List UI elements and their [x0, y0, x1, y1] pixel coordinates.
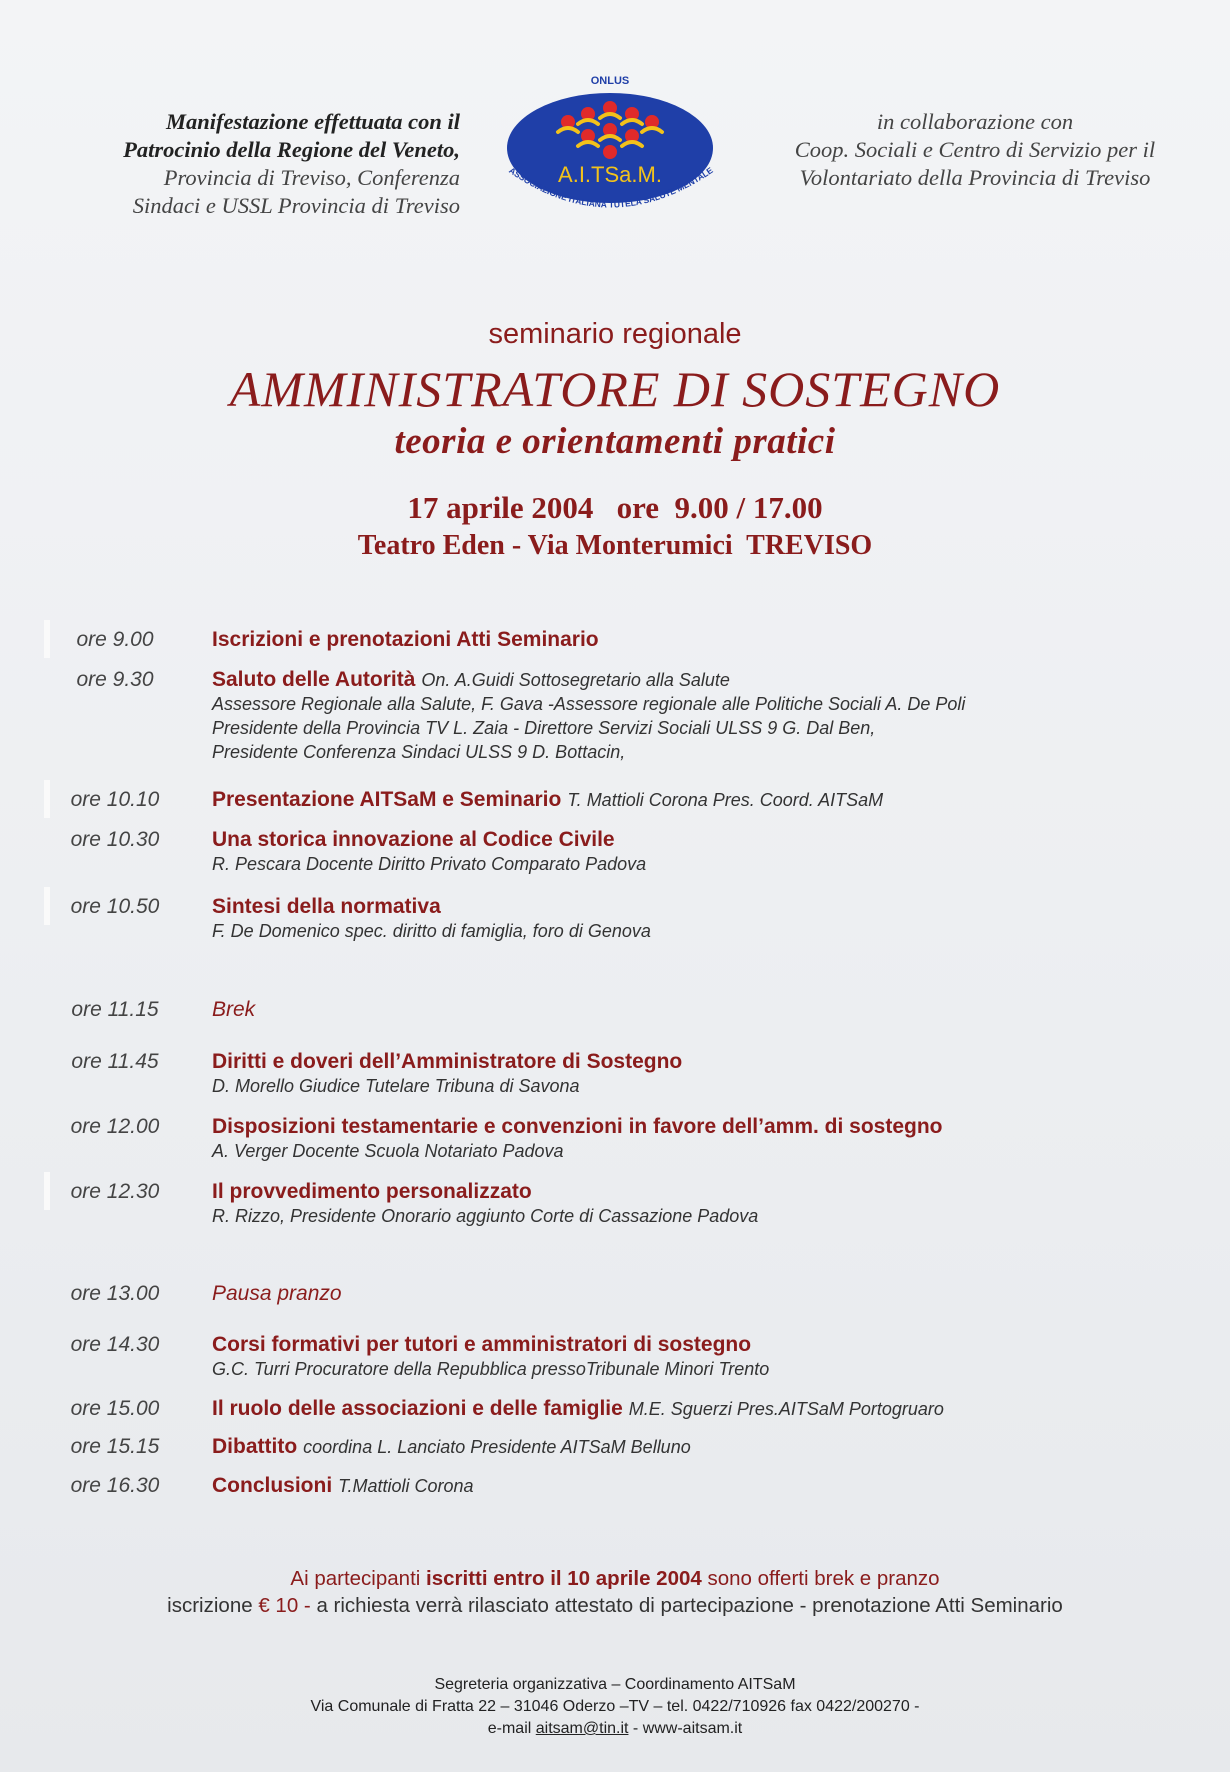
slot-detail: G.C. Turri Procuratore della Repubblica pressoTribunale Minori Trento — [212, 1359, 770, 1379]
secretary-address: Via Comunale di Fratta 22 – 31046 Oderzo –TV – tel. 0422/710926 fax 0422/200270 - — [310, 1698, 920, 1715]
slot-title: Una storica innovazione al Codice Civile — [212, 828, 615, 851]
slot-speaker: T. Mattioli Corona Pres. Coord. AITSaM — [567, 790, 884, 810]
slot-time: ore 10.30 — [70, 828, 160, 851]
event-venue: Teatro Eden - Via Monterumici TREVISO — [357, 530, 873, 561]
slot-body — [212, 1397, 1202, 1421]
slot-heading — [212, 788, 1202, 812]
event-subtitle: teoria e orientamenti pratici — [394, 421, 836, 462]
slot-detail: A. Verger Docente Scuola Notariato Padova — [212, 1141, 564, 1161]
notes-line-1-a: Ai partecipanti — [290, 1567, 421, 1590]
slot-title: Saluto delle Autorità — [212, 668, 416, 691]
slot-title: Il provvedimento personalizzato — [212, 1180, 532, 1203]
slot-detail: R. Pescara Docente Diritto Privato Comparato Padova — [212, 854, 647, 874]
slot-detail: D. Morello Giudice Tutelare Tribuna di Savona — [212, 1076, 580, 1096]
slot-title: Disposizioni testamentarie e convenzioni in favore dell’amm. di sostegno — [212, 1115, 943, 1138]
slot-heading — [212, 1180, 1202, 1204]
slot-body — [212, 1333, 1202, 1381]
slot-title: Diritti e doveri dell’Amministratore di Sostegno — [212, 1050, 683, 1073]
slot-title: Conclusioni — [212, 1474, 333, 1497]
collab-line-2: Coop. Sociali e Centro di Servizio per il — [794, 137, 1156, 162]
slot-title: Brek — [212, 998, 256, 1021]
slot-detail: F. De Domenico spec. diritto di famiglia, foro di Genova — [212, 921, 651, 941]
notes-line-1-b: iscritti entro il 10 aprile 2004 — [426, 1567, 702, 1590]
slot-detail: R. Rizzo, Presidente Onorario aggiunto Corte di Cassazione Padova — [212, 1206, 759, 1226]
margin-mark — [44, 620, 50, 658]
slot-heading — [212, 1282, 1202, 1306]
slot-heading — [212, 1050, 1202, 1074]
slot-heading — [212, 998, 1202, 1022]
slot-time: ore 9.30 — [76, 668, 154, 691]
slot-heading — [212, 895, 1202, 919]
slot-detail: Presidente della Provincia TV L. Zaia - Direttore Servizi Sociali ULSS 9 G. Dal Ben, — [212, 718, 876, 738]
patronage-line-3: Provincia di Treviso, Conferenza — [163, 165, 460, 190]
slot-heading — [212, 1333, 1202, 1357]
patronage-line-4: Sindaci e USSL Provincia di Treviso — [132, 193, 460, 218]
patronage-line-2: Patrocinio della Regione del Veneto, — [123, 137, 460, 162]
slot-heading — [212, 1435, 1202, 1459]
slot-title: Dibattito — [212, 1435, 298, 1458]
collaboration-block — [745, 108, 1205, 192]
slot-speaker: On. A.Guidi Sottosegretario alla Salute — [421, 670, 730, 690]
logo-onlus: ONLUS — [590, 75, 630, 87]
slot-heading — [212, 668, 1202, 692]
notes-line-2-a: iscrizione — [167, 1594, 253, 1617]
notes-line-1 — [0, 1567, 1230, 1591]
slot-title: Corsi formativi per tutori e amministratori di sostegno — [212, 1333, 752, 1356]
event-title: AMMINISTRATORE DI SOSTEGNO — [229, 361, 1001, 417]
slot-time: ore 12.30 — [70, 1180, 160, 1203]
slot-title: Pausa pranzo — [212, 1282, 342, 1305]
slot-time: ore 10.10 — [70, 788, 160, 811]
slot-speaker: M.E. Sguerzi Pres.AITSaM Portogruaro — [628, 1399, 944, 1419]
slot-title: Iscrizioni e prenotazioni Atti Seminario — [212, 628, 599, 651]
slot-time: ore 12.00 — [70, 1115, 160, 1138]
slot-detail: Assessore Regionale alla Salute, F. Gava -Assessore regionale alle Politiche Sociali A. De Poli — [212, 694, 966, 714]
logo-name: A.I.TSa.M. — [558, 162, 662, 187]
notes-fee: € 10 - — [258, 1594, 311, 1617]
slot-body — [212, 788, 1202, 812]
patronage-block — [40, 108, 460, 220]
event-datetime: 17 aprile 2004 ore 9.00 / 17.00 — [407, 490, 823, 525]
slot-time: ore 15.15 — [70, 1435, 160, 1458]
slot-body — [212, 1180, 1202, 1228]
slot-time: ore 15.00 — [70, 1397, 160, 1420]
slot-body — [212, 828, 1202, 876]
aitsam-logo — [488, 70, 733, 220]
website-text: - www-aitsam.it — [628, 1720, 743, 1737]
notes-line-2 — [0, 1594, 1230, 1618]
slot-title: Sintesi della normativa — [212, 895, 441, 918]
slot-body — [212, 895, 1202, 943]
slot-time: ore 14.30 — [70, 1333, 160, 1356]
slot-body — [212, 1050, 1202, 1098]
slot-heading — [212, 1115, 1202, 1139]
event-kicker: seminario regionale — [488, 318, 742, 350]
logo-ring-path: ASSOCIAZIONE ITALIANA TUTELA SALUTE MENTALE — [507, 165, 715, 210]
slot-detail: Presidente Conferenza Sindaci ULSS 9 D. Bottacin, — [212, 742, 626, 762]
slot-body — [212, 668, 1202, 764]
email-label: e-mail — [487, 1720, 536, 1737]
slot-time: ore 10.50 — [70, 895, 160, 918]
slot-title: Presentazione AITSaM e Seminario — [212, 788, 562, 811]
slot-body — [212, 1115, 1202, 1163]
collab-line-3: Volontariato della Provincia di Treviso — [799, 165, 1151, 190]
slot-time: ore 9.00 — [76, 628, 154, 651]
slot-heading — [212, 628, 1202, 652]
slot-heading — [212, 828, 1202, 852]
slot-time: ore 11.15 — [71, 998, 159, 1021]
patronage-line-1: Manifestazione effettuata con il — [166, 109, 460, 134]
slot-body — [212, 1435, 1202, 1459]
slot-body — [212, 998, 1202, 1022]
email-link[interactable]: aitsam@tin.it — [535, 1720, 629, 1737]
notes-line-1-c: sono offerti brek e pranzo — [707, 1567, 940, 1590]
margin-mark — [44, 887, 50, 925]
slot-speaker: T.Mattioli Corona — [338, 1476, 474, 1496]
slot-time: ore 13.00 — [70, 1282, 160, 1305]
slot-body — [212, 1282, 1202, 1306]
margin-mark — [44, 1172, 50, 1210]
slot-heading — [212, 1474, 1202, 1498]
slot-speaker: coordina L. Lanciato Presidente AITSaM Belluno — [303, 1437, 691, 1457]
collab-line-1: in collaborazione con — [876, 109, 1074, 134]
slot-time: ore 11.45 — [71, 1050, 159, 1073]
slot-time: ore 16.30 — [70, 1474, 160, 1497]
slot-heading — [212, 1397, 1202, 1421]
secretary-line-1: Segreteria organizzativa – Coordinamento AITSaM — [434, 1676, 796, 1693]
secretary-contacts — [0, 1718, 1230, 1740]
slot-body — [212, 628, 1202, 652]
margin-mark — [44, 780, 50, 818]
slot-title: Il ruolo delle associazioni e delle famiglie — [212, 1397, 623, 1420]
notes-line-2-c: a richiesta verrà rilasciato attestato di partecipazione - prenotazione Atti Seminario — [316, 1594, 1063, 1617]
slot-body — [212, 1474, 1202, 1498]
